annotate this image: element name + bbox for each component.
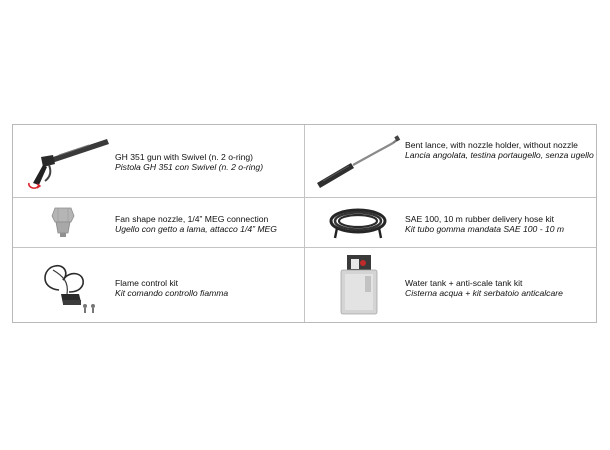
lance-icon: [311, 133, 401, 191]
item-title: Flame control kit: [115, 278, 179, 288]
accessory-cell: [13, 198, 305, 247]
flame-control-kit-icon: [39, 260, 99, 318]
item-title: Water tank + anti-scale tank kit: [405, 278, 523, 288]
item-title: GH 351 gun with Swivel (n. 2 o-ring): [115, 152, 254, 162]
item-title-italian: Lancia angolata, testina portaugello, senza ugello: [405, 150, 594, 161]
item-title-italian: Pistola GH 351 con Swivel (n. 2 o-ring): [115, 162, 264, 173]
table-row: [13, 125, 596, 197]
accessory-cell: [305, 248, 597, 322]
accessory-cell: [305, 125, 597, 197]
item-title: SAE 100, 10 m rubber delivery hose kit: [405, 214, 555, 224]
accessory-cell: [305, 198, 597, 247]
hose-coil-icon: [327, 204, 389, 242]
spray-gun-icon: [19, 131, 113, 191]
water-tank-icon: [337, 252, 381, 318]
item-title-italian: Kit comando controllo fiamma: [115, 288, 229, 299]
accessory-cell: [13, 125, 305, 197]
item-title-italian: Cisterna acqua + kit serbatoio anticalcare: [405, 288, 563, 299]
table-row: [13, 247, 596, 322]
item-title: Fan shape nozzle, 1/4” MEG connection: [115, 214, 269, 224]
accessories-table: [12, 124, 597, 323]
accessory-cell: [13, 248, 305, 322]
nozzle-icon: [49, 206, 77, 240]
table-row: [13, 197, 596, 247]
item-title-italian: Ugello con getto a lama, attacco 1/4” MEG: [115, 224, 277, 235]
item-title: Bent lance, with nozzle holder, without nozzle: [405, 140, 578, 150]
item-title-italian: Kit tubo gomma mandata SAE 100 - 10 m: [405, 224, 565, 235]
